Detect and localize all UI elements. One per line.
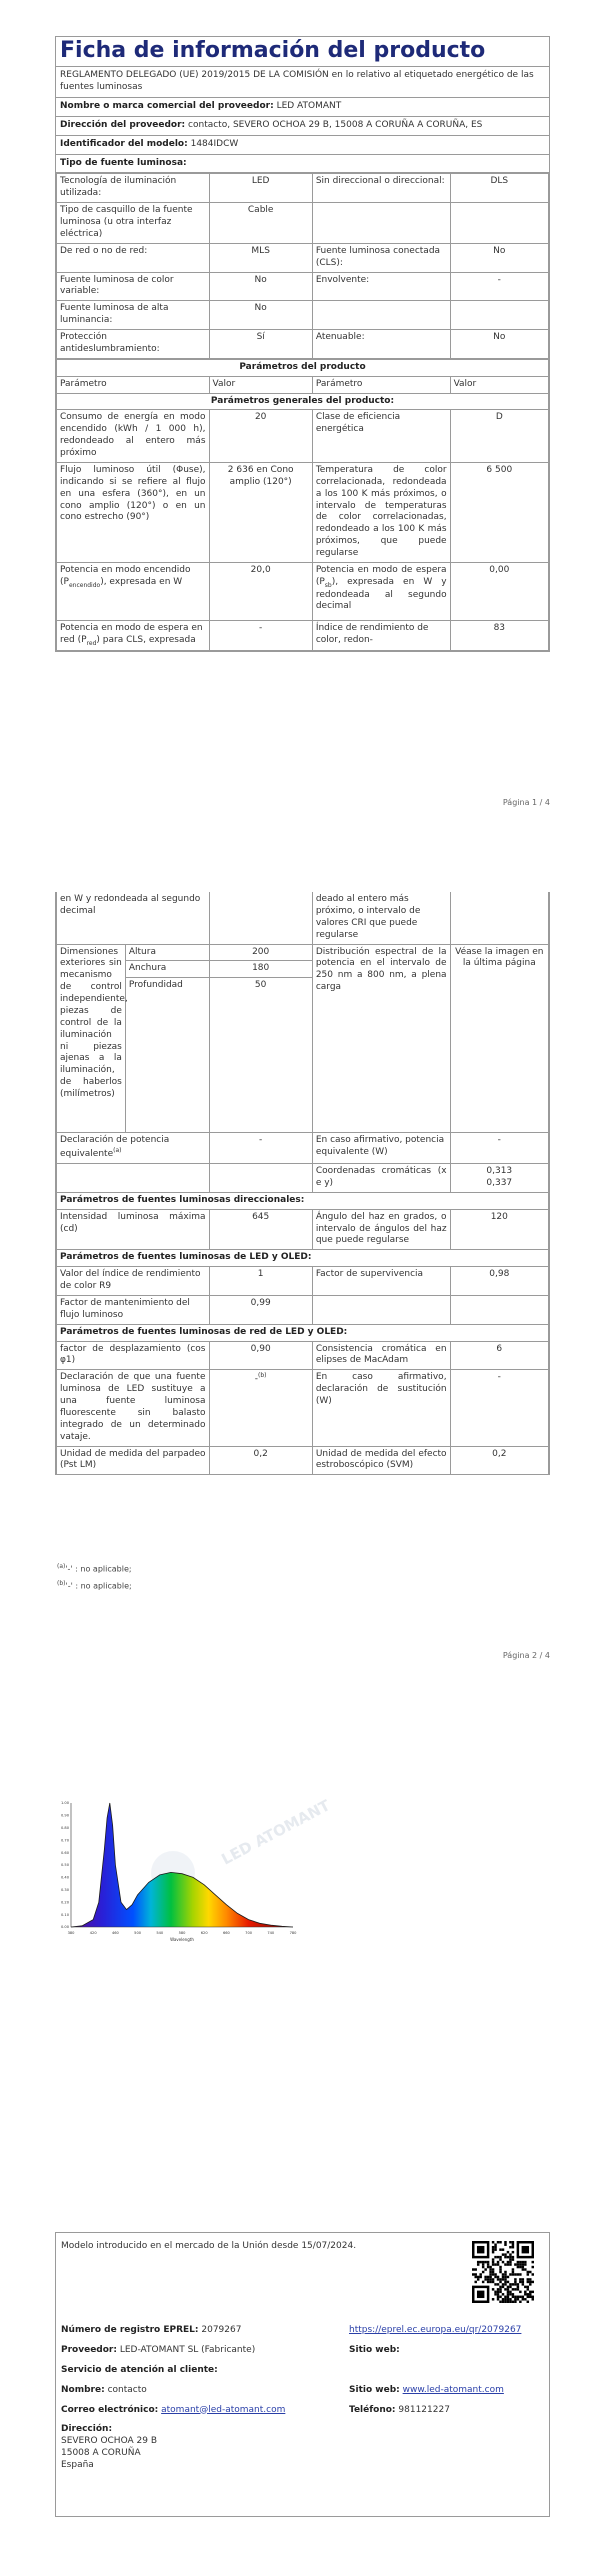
y-tick-label: 0.10	[60, 1912, 69, 1917]
regulation-text: REGLAMENTO DELEGADO (UE) 2019/2015 DE LA COMISIÓN en lo relativo al etiquetado energético de las fuentes luminosas	[56, 67, 549, 98]
lumen-maint-empty-2	[450, 1295, 548, 1324]
light-type-row	[57, 301, 549, 330]
x-tick-label: 660	[222, 1931, 230, 1935]
equiv-power-label: Declaración de potencia equivalente$^{(a)}$	[57, 1133, 210, 1164]
x-tick-label: 740	[267, 1931, 275, 1935]
email-cell	[61, 2405, 349, 2425]
x-tick-label: 780	[289, 1931, 297, 1935]
supplier-value: LED-ATOMANT SL (Fabricante)	[119, 2344, 256, 2355]
depth-label: Profundidad	[125, 978, 209, 1133]
y-tick-label: 0.70	[60, 1838, 69, 1843]
light-type-row	[57, 174, 549, 203]
eprel-link-cell	[349, 2325, 541, 2345]
light-type-label: Protección antideslumbramiento:	[57, 330, 210, 359]
light-type-label	[312, 301, 450, 330]
light-type-value	[450, 301, 548, 330]
supplier-address-row	[56, 117, 549, 136]
displacement-factor-value: 0,90	[209, 1341, 312, 1370]
page-number-2: Página 2 / 4	[502, 1651, 550, 1660]
phone-cell	[349, 2405, 541, 2425]
light-type-value: No	[209, 272, 312, 301]
contact-name-label: Nombre:	[61, 2384, 105, 2395]
standby-power-value: 0,00	[450, 562, 548, 620]
light-type-label: Fuente luminosa de alta luminancia:	[57, 301, 210, 330]
supplier-name-value: LED ATOMANT	[276, 100, 342, 111]
retrofit-value: -$^{(b)}$	[209, 1370, 312, 1446]
footnote-a: $^{(a)}$'-' : no aplicable;	[57, 1563, 132, 1574]
y-tick-label: 0.30	[60, 1888, 69, 1892]
cct-label: Temperatura de color correlacionada, redondeada a los 100 K más próximos, o intervalo de temperaturas de color correlacionadas, redondeado a los 100 K más próximos, que puede regularse	[312, 462, 450, 562]
height-value: 200	[209, 944, 312, 961]
light-type-label: De red o no de red:	[57, 243, 210, 272]
beam-angle-value: 120	[450, 1209, 548, 1250]
light-type-value: -	[450, 272, 548, 301]
displacement-factor-label: factor de desplazamiento (cos φ1)	[57, 1341, 210, 1370]
directional-heading: Parámetros de fuentes luminosas direccionales:	[57, 1192, 549, 1209]
eprel-value: 2079267	[201, 2325, 242, 2335]
chromaticity-value: 0,313 0,337	[450, 1164, 548, 1193]
light-type-value: No	[450, 243, 548, 272]
email-label: Correo electrónico:	[61, 2404, 159, 2415]
lumen-maint-value: 0,99	[209, 1295, 312, 1324]
cri-cont: deado al entero más próximo, o intervalo de valores CRI que puede regularse	[312, 892, 450, 944]
footnote-b: $^{(b)}$'-' : no aplicable;	[57, 1580, 132, 1591]
height-label: Altura	[125, 944, 209, 961]
address-line-3: España	[61, 2460, 94, 2470]
qr-code-svg	[472, 2241, 534, 2303]
flicker-label: Unidad de medida del parpadeo (Pst LM)	[57, 1446, 210, 1475]
supplier-address-label: Dirección del proveedor:	[60, 119, 186, 130]
col-value-2: Valor	[450, 376, 548, 393]
equiv-power-value: -	[209, 1133, 312, 1164]
eprel-link[interactable]: https://eprel.ec.europa.eu/qr/2079267	[349, 2325, 522, 2335]
equiv-w-value: -	[450, 1133, 548, 1164]
networked-standby-label: Potencia en modo de espera en red $(P_{red})$ para CLS, expresada	[57, 620, 210, 650]
spd-label: Distribución espectral de la potencia en el intervalo de 250 nm a 800 nm, a plena carga	[312, 944, 450, 1133]
dimensions-label: Dimensiones exteriores sin mecanismo de control independiente, piezas de control de la iluminación ni piezas ajenas a la iluminación, de haberlos (milímetros)	[57, 944, 126, 1133]
spectrum-chart	[55, 1795, 334, 1945]
xy-empty-value	[209, 1164, 312, 1193]
beam-angle-label: Ángulo del haz en grados, o intervalo de ángulos del haz que puede regularse	[312, 1209, 450, 1250]
page-title: Ficha de información del producto	[56, 37, 549, 67]
y-tick-label: 1.00	[60, 1801, 69, 1806]
peak-intensity-value: 645	[209, 1209, 312, 1250]
width-value: 180	[209, 961, 312, 978]
x-axis-label: Wavelength	[170, 1937, 194, 1942]
col-param-2: Parámetro	[312, 376, 450, 393]
light-type-value: No	[450, 330, 548, 359]
page-1-sheet	[55, 36, 550, 652]
params-heading: Parámetros del producto	[57, 359, 549, 376]
contact-name-cell	[61, 2385, 349, 2405]
networked-standby-value: -	[209, 620, 312, 650]
energy-consumption-label: Consumo de energía en modo encendido (kWh / 1 000 h), redondeado al entero más próximo	[57, 410, 210, 463]
page-4-sheet	[55, 2232, 550, 2517]
params-table-p2	[56, 892, 549, 1475]
model-label: Identificador del modelo:	[60, 138, 188, 149]
web2-cell	[349, 2385, 541, 2405]
width-label: Anchura	[125, 961, 209, 978]
cont-empty-value-2	[450, 892, 548, 944]
address-line-1: SEVERO OCHOA 29 B	[61, 2436, 158, 2447]
col-value-1: Valor	[209, 376, 312, 393]
lumen-maint-label: Factor de mantenimiento del flujo luminoso	[57, 1295, 210, 1324]
light-type-label: Fuente luminosa de color variable:	[57, 272, 210, 301]
page-2-sheet	[55, 892, 550, 1475]
address-label: Dirección:	[61, 2424, 113, 2435]
x-tick-label: 700	[245, 1931, 253, 1935]
light-type-value	[450, 203, 548, 244]
web-label: Sitio web:	[349, 2344, 400, 2355]
x-tick-label: 540	[156, 1931, 164, 1935]
light-type-label: Tipo de casquillo de la fuente luminosa (u otra interfaz eléctrica)	[57, 203, 210, 244]
light-type-label: Tecnología de iluminación utilizada:	[57, 174, 210, 203]
survival-factor-label: Factor de supervivencia	[312, 1267, 450, 1296]
light-type-table	[56, 173, 549, 358]
supplier-address-value: contacto, SEVERO OCHOA 29 B, 15008 A CORUÑA A CORUÑA, ES	[188, 119, 483, 130]
x-tick-label: 500	[134, 1931, 142, 1935]
r9-value: 1	[209, 1267, 312, 1296]
light-type-label: Envolvente:	[312, 272, 450, 301]
networked-standby-cont: en W y redondeada al segundo decimal	[57, 892, 210, 944]
xy-empty-label	[57, 1164, 210, 1193]
model-value: 1484IDCW	[190, 138, 239, 149]
stroboscopic-value: 0,2	[450, 1446, 548, 1475]
energy-consumption-value: 20	[209, 410, 312, 463]
y-tick-label: 0.20	[60, 1900, 69, 1905]
light-type-row	[57, 330, 549, 359]
spd-value: Véase la imagen en la última página	[450, 944, 548, 1133]
x-tick-label: 380	[67, 1931, 75, 1935]
cont-empty-value	[209, 892, 312, 944]
cct-value: 6 500	[450, 462, 548, 562]
peak-intensity-label: Intensidad luminosa máxima (cd)	[57, 1209, 210, 1250]
service-heading: Servicio de atención al cliente:	[61, 2364, 218, 2375]
web-cell	[349, 2345, 541, 2365]
supplier-cell	[61, 2345, 349, 2365]
luminous-flux-value: 2 636 en Cono amplio (120°)	[209, 462, 312, 562]
light-type-value: DLS	[450, 174, 548, 203]
y-tick-label: 0.40	[60, 1875, 69, 1880]
survival-factor-value: 0,98	[450, 1267, 548, 1296]
mains-heading: Parámetros de fuentes luminosas de red de LED y OLED:	[57, 1324, 549, 1341]
light-type-label: Fuente luminosa conectada (CLS):	[312, 243, 450, 272]
x-tick-label: 620	[200, 1931, 208, 1935]
r9-label: Valor del índice de rendimiento de color R9	[57, 1267, 210, 1296]
y-tick-label: 0.00	[60, 1925, 69, 1930]
x-tick-label: 420	[89, 1931, 97, 1935]
flicker-value: 0,2	[209, 1446, 312, 1475]
qr-code	[472, 2241, 534, 2303]
energy-class-label: Clase de eficiencia energética	[312, 410, 450, 463]
standby-power-label: Potencia en modo de espera $(P_{sb})$, expresada en W y redondeada al segundo decimal	[312, 562, 450, 620]
page-number-1: Página 1 / 4	[502, 798, 550, 807]
cri-value: 83	[450, 620, 548, 650]
website-link[interactable]: www.led-atomant.com	[402, 2384, 504, 2395]
light-type-row	[57, 203, 549, 244]
stroboscopic-label: Unidad de medida del efecto estroboscópico (SVM)	[312, 1446, 450, 1475]
on-mode-power-label: Potencia en modo encendido $(P_{encendido})$, expresada en W	[57, 562, 210, 620]
light-type-label: Atenuable:	[312, 330, 450, 359]
lumen-maint-empty	[312, 1295, 450, 1324]
light-type-label	[312, 203, 450, 244]
depth-value: 50	[209, 978, 312, 1133]
phone-label: Teléfono:	[349, 2404, 396, 2415]
y-tick-label: 0.60	[60, 1850, 69, 1855]
contact-name-value: contacto	[107, 2384, 147, 2395]
retrofit-label: Declaración de que una fuente luminosa de LED sustituye a una fuente luminosa fluorescente sin balasto integrado de un determinado vataje.	[57, 1370, 210, 1446]
web2-label: Sitio web:	[349, 2384, 400, 2395]
email-link[interactable]: atomant@led-atomant.com	[161, 2404, 286, 2415]
energy-class-value: D	[450, 410, 548, 463]
supplier-name-label: Nombre o marca comercial del proveedor:	[60, 100, 274, 111]
general-params-heading: Parámetros generales del producto:	[57, 393, 549, 410]
light-type-value: MLS	[209, 243, 312, 272]
retrofit-w-value: -	[450, 1370, 548, 1446]
y-tick-label: 0.90	[60, 1813, 69, 1818]
y-tick-label: 0.80	[60, 1826, 69, 1830]
on-mode-power-value: 20,0	[209, 562, 312, 620]
light-type-value: Cable	[209, 203, 312, 244]
retrofit-w-label: En caso afirmativo, declaración de sustitución (W)	[312, 1370, 450, 1446]
spectrum-chart-svg	[55, 1795, 334, 1945]
address-line-2: 15008 A CORUÑA	[61, 2448, 141, 2459]
light-type-value: No	[209, 301, 312, 330]
light-type-row	[57, 272, 549, 301]
svg-text:LED ATOMANT: LED ATOMANT	[218, 1796, 334, 1869]
eprel-label: Número de registro EPREL:	[61, 2325, 199, 2335]
market-text: Modelo introducido en el mercado de la Unión desde 15/07/2024.	[61, 2241, 357, 2251]
light-type-value: LED	[209, 174, 312, 203]
luminous-flux-label: Flujo luminoso útil (Φuse), indicando si se refiere al flujo en una esfera (360°), en un cono amplio (120°) o en un cono estrecho (90°)	[57, 462, 210, 562]
equiv-w-label: En caso afirmativo, potencia equivalente (W)	[312, 1133, 450, 1164]
led-heading: Parámetros de fuentes luminosas de LED y OLED:	[57, 1250, 549, 1267]
model-row	[56, 136, 549, 155]
macadam-label: Consistencia cromática en elipses de MacAdam	[312, 1341, 450, 1370]
chromaticity-label: Coordenadas cromáticas (x e y)	[312, 1164, 450, 1193]
light-type-label: Sin direccional o direccional:	[312, 174, 450, 203]
macadam-value: 6	[450, 1341, 548, 1370]
supplier-label: Proveedor:	[61, 2344, 117, 2355]
cri-label: Índice de rendimiento de color, redon-	[312, 620, 450, 650]
params-table-p1	[56, 359, 549, 651]
col-param-1: Parámetro	[57, 376, 210, 393]
light-type-row	[57, 243, 549, 272]
address-cell	[61, 2424, 541, 2472]
light-type-value: Sí	[209, 330, 312, 359]
y-tick-label: 0.50	[60, 1863, 69, 1868]
light-type-heading: Tipo de fuente luminosa:	[56, 155, 549, 174]
phone-value: 981121227	[398, 2404, 450, 2415]
x-tick-label: 460	[111, 1931, 119, 1935]
eprel-cell	[61, 2325, 349, 2345]
supplier-name-row	[56, 98, 549, 117]
x-tick-label: 580	[178, 1931, 186, 1935]
